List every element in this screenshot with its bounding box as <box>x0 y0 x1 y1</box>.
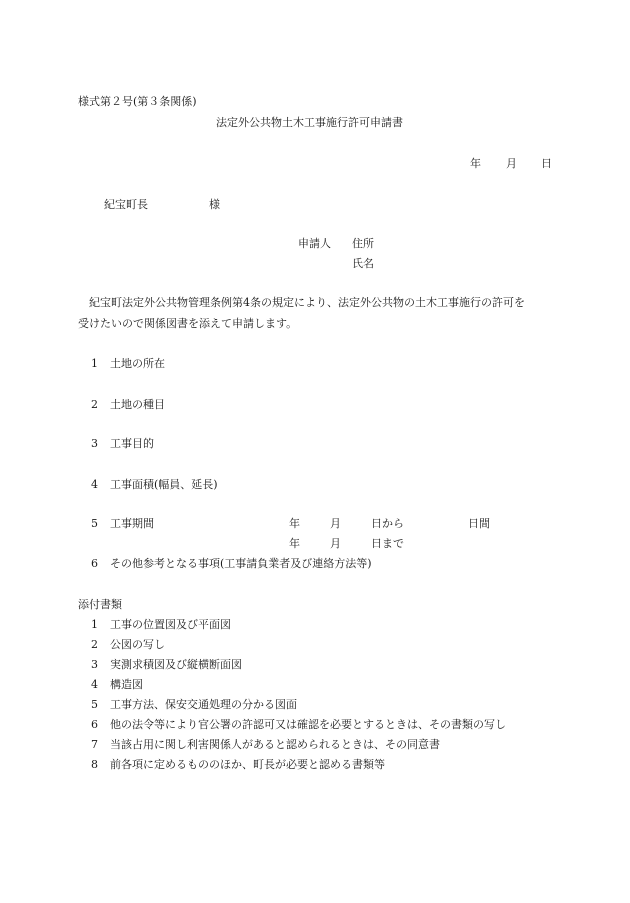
item-label-location: 土地の所在 <box>110 357 165 370</box>
attachment-item: 実測求積図及び縦横断面図 <box>110 658 242 671</box>
attachment-item: 公図の写し <box>110 638 165 651</box>
attachment-number: 5 <box>91 698 98 711</box>
item-number: 5 <box>91 517 98 530</box>
item-label-area: 工事面積(幅員、延長) <box>110 478 218 491</box>
document-title: 法定外公共物土木工事施行許可申請書 <box>216 116 403 129</box>
attachment-number: 8 <box>91 758 98 771</box>
body-line-2: 受けたいので関係図書を添えて申請します。 <box>78 317 298 330</box>
item-number: 1 <box>91 357 98 370</box>
period-days: 日間 <box>468 517 490 530</box>
attachment-number: 3 <box>91 658 98 671</box>
attachment-number: 6 <box>91 718 98 731</box>
item-number: 2 <box>91 398 98 411</box>
item-number: 6 <box>91 557 98 570</box>
attachment-item: 構造図 <box>110 678 143 691</box>
item-label-land-type: 土地の種目 <box>110 398 165 411</box>
attachment-item: 他の法令等により官公署の許認可又は確認を必要とするときは、その書類の写し <box>110 718 506 731</box>
attachment-item: 工事方法、保安交通処理の分かる図面 <box>110 698 297 711</box>
period-to-day: 日まで <box>371 537 404 550</box>
period-to-year: 年 <box>289 537 300 550</box>
addressee-name: 紀宝町長 <box>104 198 148 211</box>
date-month-label: 月 <box>506 157 517 170</box>
item-label-purpose: 工事目的 <box>110 437 154 450</box>
item-number: 3 <box>91 437 98 450</box>
attachment-number: 2 <box>91 638 98 651</box>
body-line-1: 紀宝町法定外公共物管理条例第4条の規定により、法定外公共物の土木工事施行の許可を <box>89 296 525 309</box>
period-from-year: 年 <box>289 517 300 530</box>
attachment-item: 当該占用に関し利害関係人があると認められるときは、その同意書 <box>110 738 440 751</box>
attachments-heading: 添付書類 <box>78 598 122 611</box>
applicant-label: 申請人 <box>298 237 331 250</box>
item-label-other: その他参考となる事項(工事請負業者及び連絡方法等) <box>110 557 372 570</box>
date-day-label: 日 <box>541 157 552 170</box>
attachment-item: 工事の位置図及び平面図 <box>110 618 231 631</box>
attachment-item: 前各項に定めるもののほか、町長が必要と認める書類等 <box>110 758 385 771</box>
addressee-honorific: 様 <box>209 198 220 211</box>
item-number: 4 <box>91 478 98 491</box>
period-from-month: 月 <box>330 517 341 530</box>
attachment-number: 7 <box>91 738 98 751</box>
period-to-month: 月 <box>330 537 341 550</box>
period-from-day: 日から <box>371 517 404 530</box>
applicant-name-label: 氏名 <box>352 257 374 270</box>
date-year-label: 年 <box>470 157 481 170</box>
item-label-period: 工事期間 <box>110 517 154 530</box>
applicant-address-label: 住所 <box>352 237 374 250</box>
form-number: 様式第２号(第３条関係) <box>78 95 197 108</box>
attachment-number: 4 <box>91 678 98 691</box>
attachment-number: 1 <box>91 618 98 631</box>
